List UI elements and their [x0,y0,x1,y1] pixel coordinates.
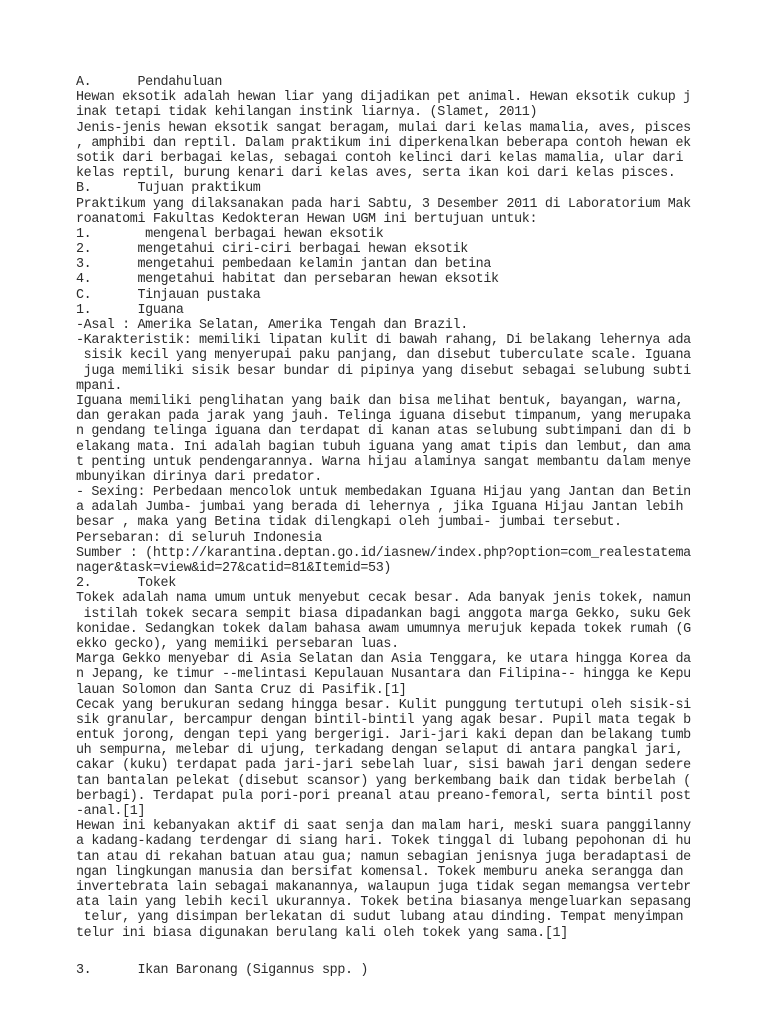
subheading-iguana: 1. Iguana [76,302,184,318]
text-line: t penting untuk pendengarannya. Warna hijau alaminya sangat membantu dalam menye [76,454,691,470]
subheading-tokek: 2. Tokek [76,576,176,592]
text-line: mbunyikan dirinya dari predator. [76,469,322,485]
source-line: nager&task=view&id=27&catid=81&Itemid=53) [76,561,392,576]
text-line: Iguana memiliki penglihatan yang baik dan bisa melihat bentuk, bayangan, warna, [76,393,684,409]
text-line: n Jepang, ke timur --melintasi Kepulauan Nusantara dan Filipina-- hingga ke Kepu [76,667,691,683]
list-item: 2. mengetahui ciri-ciri berbagai hewan eksotik [76,242,468,258]
heading-tinjauan-pustaka: C. Tinjauan pustaka [76,287,261,303]
text-line: a kadang-kadang terdengar di siang hari. Tokek tinggal di lubang pepohonan di hu [76,834,691,850]
text-line: konidae. Sedangkan tokek dalam bahasa awam umumnya merujuk kepada tokek rumah (G [76,621,691,637]
heading-pendahuluan: A. Pendahuluan [76,75,223,90]
text-line: -anal.[1] [76,804,146,819]
text-line: entuk jorong, dengan tepi yang bergerigi. Jari-jari kaki depan dan belakang tumb [76,728,691,744]
text-line: dan gerakan pada jarak yang jauh. Telinga iguana disebut timpanum, yang merupaka [76,409,691,425]
text-line: invertebrata lain sebagai makanannya, walaupun juga tidak segan memangsa vertebr [76,879,691,895]
text-line: cakar (kuku) terdapat pada jari-jari sebelah luar, sisi bawah jari dengan sedere [76,758,691,774]
text-line: -Asal : Amerika Selatan, Amerika Tengah dan Brazil. [76,318,468,333]
text-line: mpani. [76,378,123,394]
list-item: 3. mengetahui pembedaan kelamin jantan dan betina [76,257,492,273]
text-line: istilah tokek secara sempit biasa dipadankan bagi anggota marga Gekko, suku Gek [76,606,691,622]
text-line: Marga Gekko menyebar di Asia Selatan dan Asia Tenggara, ke utara hingga Korea da [76,652,691,668]
text-line: juga memiliki sisik besar bundar di pipinya yang disebut sebagai selubung subti [76,363,691,379]
text-line: Persebaran: di seluruh Indonesia [76,530,322,546]
text-line: elakang mata. Ini adalah bagian tubuh iguana yang amat tipis dan lembut, dan ama [76,439,691,455]
heading-tujuan-praktikum: B. Tujuan praktikum [76,181,261,197]
text-line: sotik dari berbagai kelas, sebagai contoh kelinci dari kelas mamalia, ular dari [76,150,684,166]
text-line: n gendang telinga iguana dan terdapat di kanan atas selubung subtimpani dan di b [76,424,691,440]
text-line: tan bantalan pelekat (disebut scansor) yang berkembang baik dan tidak berbelah ( [76,773,691,789]
list-item: 4. mengetahui habitat dan persebaran hewan eksotik [76,272,499,288]
text-line: inak tetapi tidak kehilangan instink liarnya. (Slamet, 2011) [76,105,538,121]
text-line: Tokek adalah nama umum untuk menyebut cecak besar. Ada banyak jenis tokek, namun [76,591,691,607]
source-line: Sumber : (http://karantina.deptan.go.id/iasnew/index.php?option=com_realestatema [76,545,691,561]
text-line: ata lain yang lebih kecil ukurannya. Tokek betina biasanya mengeluarkan sepasang [76,895,691,911]
text-line: ngan lingkungan manusia dan bersifat komensal. Tokek memburu aneka serangga dan [76,864,684,880]
text-line: telur, yang disimpan berlekatan di sudut lubang atau dinding. Tempat menyimpan [76,910,684,926]
text-line: Praktikum yang dilaksanakan pada hari Sabtu, 3 Desember 2011 di Laboratorium Mak [76,196,691,212]
text-line: - Sexing: Perbedaan mencolok untuk membedakan Iguana Hijau yang Jantan dan Betin [76,485,691,501]
text-line: Jenis-jenis hewan eksotik sangat beragam, mulai dari kelas mamalia, aves, pisces [76,120,691,136]
text-line: ekko gecko), yang memiiki persebaran luas. [76,636,399,652]
document-body [76,75,691,978]
text-line: tan atau di rekahan batuan atau gua; namun sebagian jenisnya juga beradaptasi de [76,849,691,865]
text-line: lauan Solomon dan Santa Cruz di Pasifik.[1] [76,682,407,698]
text-line: Cecak yang berukuran sedang hingga besar. Kulit punggung tertutupi oleh sisik-si [76,697,691,713]
list-item: 1. mengenal berbagai hewan eksotik [76,226,384,242]
text-line: sik granular, bercampur dengan bintil-bintil yang agak besar. Pupil mata tegak b [76,712,691,728]
text-line: besar , maka yang Betina tidak dilengkapi oleh jumbai- jumbai tersebut. [76,515,622,531]
text-line: telur ini biasa digunakan berulang kali oleh tokek yang sama.[1] [76,925,568,941]
text-line: Hewan ini kebanyakan aktif di saat senja dan malam hari, meski suara panggilanny [76,819,691,835]
text-line: -Karakteristik: memiliki lipatan kulit di bawah rahang, Di belakang lehernya ada [76,333,691,349]
text-line: a adalah Jumba- jumbai yang berada di lehernya , jika Iguana Hijau Jantan lebih [76,500,684,516]
text-line: sisik kecil yang menyerupai paku panjang, dan disebut tuberculate scale. Iguana [76,348,691,364]
blank-line [76,941,691,963]
text-line: uh sempurna, melebar di ujung, terkadang dengan selaput di antara pangkal jari, [76,743,684,759]
text-line: berbagi). Terdapat pula pori-pori preanal atau preano-femoral, serta bintil post [76,788,691,804]
text-line: Hewan eksotik adalah hewan liar yang dijadikan pet animal. Hewan eksotik cukup j [76,90,691,106]
subheading-ikan-baronang: 3. Ikan Baronang (Sigannus spp. ) [76,962,369,978]
text-line: roanatomi Fakultas Kedokteran Hewan UGM ini bertujuan untuk: [76,211,538,227]
text-line: , amphibi dan reptil. Dalam praktikum ini diperkenalkan beberapa contoh hewan ek [76,135,691,151]
text-line: kelas reptil, burung kenari dari kelas aves, serta ikan koi dari kelas pisces. [76,166,676,182]
